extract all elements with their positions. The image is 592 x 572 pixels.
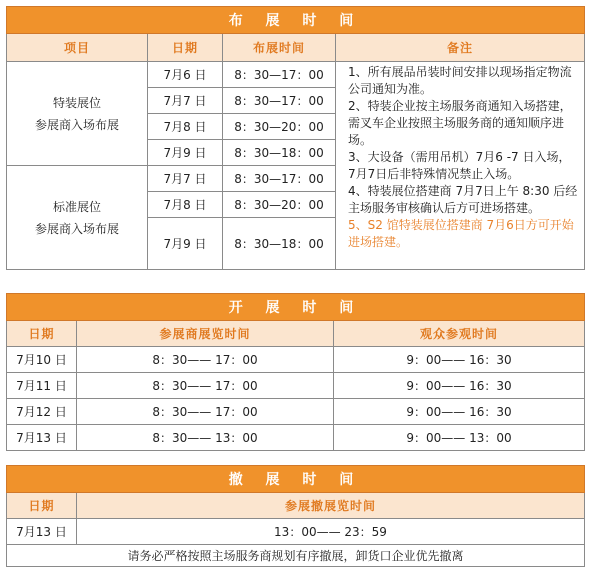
note-5: 5、S2 馆特装展位搭建商 7月6日方可开始进场搭建。 [348, 218, 574, 249]
col-header-notes: 备注 [336, 34, 585, 62]
notes-cell [336, 62, 585, 270]
time-cell: 8：30—17：00 [223, 166, 336, 192]
table-row [7, 519, 585, 545]
date-cell: 7月13 日 [7, 425, 77, 451]
date-cell: 7月10 日 [7, 347, 77, 373]
date-cell: 7月6 日 [148, 62, 223, 88]
setup-title: 布 展 时 间 [7, 7, 585, 34]
note-4: 4、特装展位搭建商 7月7日上午 8:30 后经主场服务审核确认后方可进场搭建。 [348, 184, 578, 215]
date-cell: 7月8 日 [148, 114, 223, 140]
group-label-special-booth: 特装展位 参展商入场布展 [7, 62, 148, 166]
visitor-time-cell: 9：00—— 16：30 [334, 399, 585, 425]
date-cell: 7月7 日 [148, 88, 223, 114]
col-header-setup-time: 布展时间 [223, 34, 336, 62]
table-row [7, 62, 585, 88]
visitor-time-cell: 9：00—— 16：30 [334, 373, 585, 399]
exhibition-schedule-table [6, 293, 585, 451]
visitor-time-cell: 9：00—— 13：00 [334, 425, 585, 451]
teardown-title: 撤 展 时 间 [7, 466, 585, 493]
date-cell: 7月8 日 [148, 192, 223, 218]
time-cell: 8：30—18：00 [223, 218, 336, 270]
exhibitor-time-cell: 8：30—— 17：00 [77, 347, 334, 373]
exhibition-title: 开 展 时 间 [7, 294, 585, 321]
time-cell: 8：30—20：00 [223, 114, 336, 140]
table-row [7, 373, 585, 399]
col-header-item: 项目 [7, 34, 148, 62]
col-header-teardown-time: 参展撤展览时间 [77, 493, 585, 519]
exhibitor-time-cell: 8：30—— 13：00 [77, 425, 334, 451]
table-row [7, 399, 585, 425]
col-header-visitor-time: 观众参观时间 [334, 321, 585, 347]
note-1: 1、所有展品吊装时间安排以现场指定物流公司通知为准。 [348, 65, 572, 96]
col-header-date: 日期 [148, 34, 223, 62]
time-cell: 8：30—20：00 [223, 192, 336, 218]
date-cell: 7月13 日 [7, 519, 77, 545]
date-cell: 7月9 日 [148, 218, 223, 270]
teardown-schedule-table [6, 465, 585, 567]
setup-schedule-table [6, 6, 585, 270]
time-cell: 8：30—17：00 [223, 88, 336, 114]
teardown-footer-note: 请务必严格按照主场服务商规划有序撤展，卸货口企业优先撤离 [7, 545, 585, 567]
note-3: 3、大设备（需用吊机）7月6 -7 日入场，7月7日后非特殊情况禁止入场。 [348, 150, 571, 181]
date-cell: 7月11 日 [7, 373, 77, 399]
date-cell: 7月12 日 [7, 399, 77, 425]
col-header-date: 日期 [7, 493, 77, 519]
date-cell: 7月7 日 [148, 166, 223, 192]
visitor-time-cell: 9：00—— 16：30 [334, 347, 585, 373]
col-header-exhibitor-time: 参展商展览时间 [77, 321, 334, 347]
note-2: 2、特装企业按主场服务商通知入场搭建，需叉车企业按照主场服务商的通知顺序进场。 [348, 99, 572, 147]
group-label-standard-booth: 标准展位 参展商入场布展 [7, 166, 148, 270]
time-cell: 8：30—18：00 [223, 140, 336, 166]
table-row [7, 347, 585, 373]
table-row [7, 425, 585, 451]
exhibitor-time-cell: 8：30—— 17：00 [77, 399, 334, 425]
teardown-time-cell: 13：00—— 23：59 [77, 519, 585, 545]
time-cell: 8：30—17：00 [223, 62, 336, 88]
exhibitor-time-cell: 8：30—— 17：00 [77, 373, 334, 399]
date-cell: 7月9 日 [148, 140, 223, 166]
col-header-date: 日期 [7, 321, 77, 347]
